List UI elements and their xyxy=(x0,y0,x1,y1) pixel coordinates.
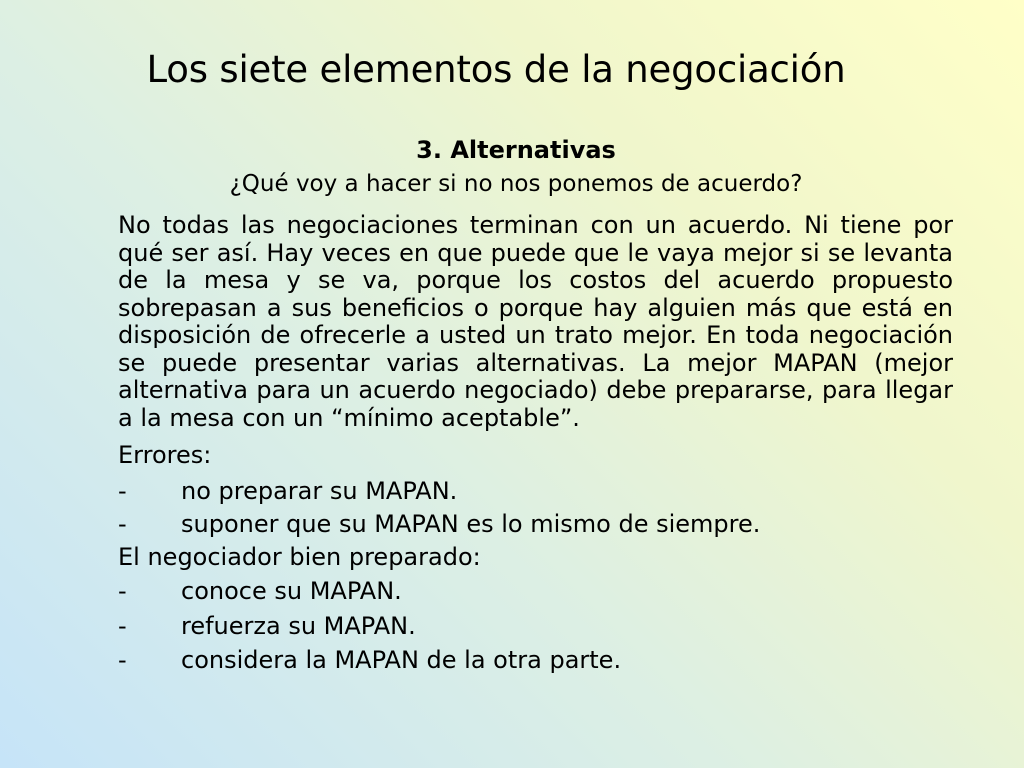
list-dash: - xyxy=(118,477,127,505)
body-paragraph: No todas las negociaciones terminan con un acuerdo. Ni tiene por qué ser así. Hay veces en que puede que le vaya mejor si se levanta de la mesa y se va, porque los costos del acuerdo propuesto sobrepasan a sus beneficios o porque hay alguien más que está en disposición de ofrecerle a usted un trato mejor. En toda negociación se puede presentar varias alternativas. La mejor MAPAN (mejor alternativa para un acuerdo negociado) debe prepararse, para llegar a la mesa con un “mínimo aceptable”. xyxy=(118,211,953,432)
list-item-text: considera la MAPAN de la otra parte. xyxy=(181,646,622,674)
list-dash: - xyxy=(118,577,127,605)
list-dash: - xyxy=(118,646,127,674)
section-heading: 3. Alternativas xyxy=(416,136,616,164)
prepared-label: El negociador bien preparado: xyxy=(118,543,481,571)
section-question: ¿Qué voy a hacer si no nos ponemos de acuerdo? xyxy=(229,171,803,197)
list-dash: - xyxy=(118,612,127,640)
list-item-text: refuerza su MAPAN. xyxy=(181,612,416,640)
list-item-text: conoce su MAPAN. xyxy=(181,577,402,605)
list-dash: - xyxy=(118,510,127,538)
list-item-text: suponer que su MAPAN es lo mismo de siempre. xyxy=(181,510,761,538)
list-item-text: no preparar su MAPAN. xyxy=(181,477,458,505)
errors-label: Errores: xyxy=(118,441,212,469)
slide-title: Los siete elementos de la negociación xyxy=(146,48,846,91)
